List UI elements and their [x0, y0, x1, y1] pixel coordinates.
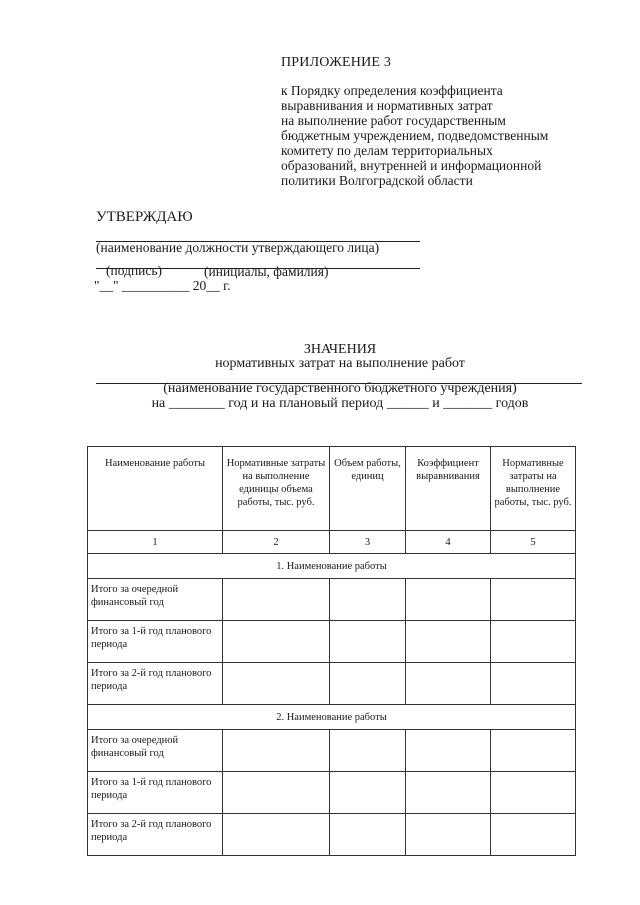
- column-number-row: [88, 531, 576, 554]
- data-cell: [406, 772, 491, 814]
- column-number: 3: [330, 531, 406, 554]
- data-cell: [330, 772, 406, 814]
- data-cell: [223, 621, 330, 663]
- date-line: "__" __________ 20__ г.: [94, 278, 231, 293]
- values-subtitle: нормативных затрат на выполнение работ: [215, 356, 465, 371]
- data-cell: [406, 814, 491, 856]
- data-cell: [223, 579, 330, 621]
- initials-caption: (инициалы, фамилия): [204, 264, 329, 279]
- table-row: [88, 621, 576, 663]
- data-cell: [330, 621, 406, 663]
- section-title: 1. Наименование работы: [88, 554, 576, 579]
- values-title: ЗНАЧЕНИЯ: [303, 342, 377, 357]
- data-cell: [406, 663, 491, 705]
- data-cell: [406, 621, 491, 663]
- row-label: Итого за очередной финансовый год: [88, 579, 223, 621]
- data-cell: [491, 730, 576, 772]
- column-number: 2: [223, 531, 330, 554]
- column-number: 4: [406, 531, 491, 554]
- column-number: 5: [491, 531, 576, 554]
- appendix-line: бюджетным учреждением, подведомственным: [281, 128, 549, 143]
- data-cell: [491, 772, 576, 814]
- data-cell: [330, 814, 406, 856]
- table-row: [88, 579, 576, 621]
- column-header: Коэффициент выравнивания: [406, 447, 491, 531]
- table-row: [88, 772, 576, 814]
- data-cell: [330, 579, 406, 621]
- data-cell: [491, 579, 576, 621]
- data-cell: [330, 730, 406, 772]
- data-cell: [223, 730, 330, 772]
- section-row: [88, 705, 576, 730]
- section-row: [88, 554, 576, 579]
- data-cell: [406, 579, 491, 621]
- row-label: Итого за 1-й год планового периода: [88, 772, 223, 814]
- data-cell: [491, 814, 576, 856]
- column-header: Объем работы, единиц: [330, 447, 406, 531]
- column-header: Наименование работы: [88, 447, 223, 531]
- data-cell: [223, 814, 330, 856]
- row-label: Итого за 1-й год планового периода: [88, 621, 223, 663]
- appendix-line: политики Волгоградской области: [281, 173, 473, 188]
- column-header: Нормативные затраты на выполнение работы, тыс. руб.: [491, 447, 576, 531]
- position-caption: (наименование должности утверждающего лица): [96, 240, 380, 255]
- period-line: на ________ год и на плановый период ______ и _______ годов: [151, 396, 529, 411]
- approval-title: УТВЕРЖДАЮ: [96, 209, 193, 225]
- column-number: 1: [88, 531, 223, 554]
- appendix-title: ПРИЛОЖЕНИЕ 3: [281, 55, 392, 70]
- data-cell: [406, 730, 491, 772]
- appendix-line: на выполнение работ государственным: [281, 113, 506, 128]
- appendix-line: выравнивания и нормативных затрат: [281, 98, 493, 113]
- table-header-row: [88, 447, 576, 531]
- data-cell: [491, 621, 576, 663]
- row-label: Итого за 2-й год планового периода: [88, 814, 223, 856]
- column-header: Нормативные затраты на выполнение единицы объема работы, тыс. руб.: [223, 447, 330, 531]
- institution-caption: (наименование государственного бюджетного учреждения): [163, 381, 517, 396]
- table-row: [88, 730, 576, 772]
- table-row: [88, 663, 576, 705]
- data-cell: [330, 663, 406, 705]
- appendix-line: комитету по делам территориальных: [281, 143, 493, 158]
- section-title: 2. Наименование работы: [88, 705, 576, 730]
- row-label: Итого за очередной финансовый год: [88, 730, 223, 772]
- row-label: Итого за 2-й год планового периода: [88, 663, 223, 705]
- data-cell: [223, 772, 330, 814]
- table-row: [88, 814, 576, 856]
- data-cell: [491, 663, 576, 705]
- signature-caption: (подпись): [106, 263, 163, 278]
- values-table: [87, 446, 576, 856]
- appendix-line: образований, внутренней и информационной: [281, 158, 542, 173]
- appendix-line: к Порядку определения коэффициента: [281, 83, 503, 98]
- data-cell: [223, 663, 330, 705]
